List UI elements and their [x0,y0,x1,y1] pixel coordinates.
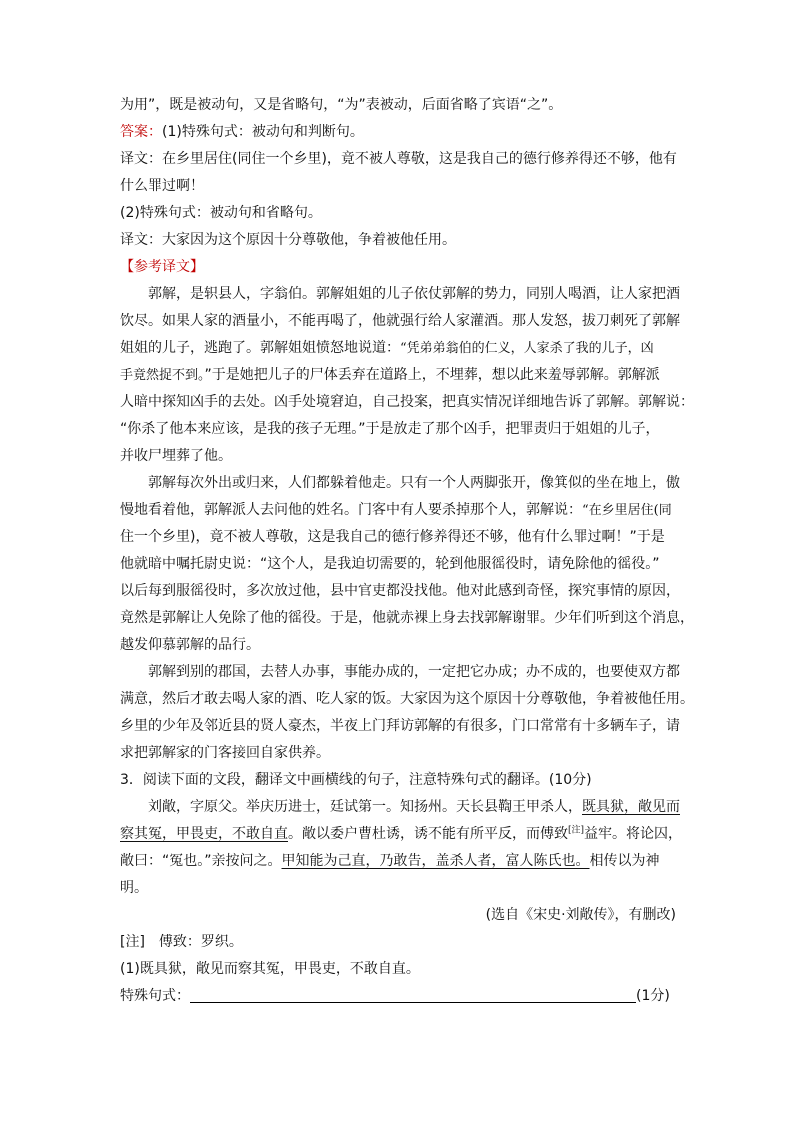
answer-blank-line [120,983,676,1010]
paragraph-line: 郭解，是轵县人，字翁伯。郭解姐姐的儿子依仗郭解的势力，同别人喝酒，让人家把酒 [148,286,680,302]
classical-text-line [120,848,676,875]
paragraph-line [120,497,676,524]
paragraph-line: 郭解每次外出或归来，人们都躲着他走。只有一个人两脚张开，像箕似的坐在地上，傲 [148,475,680,491]
paragraph-line: 并收尸埋葬了他。 [120,448,232,464]
text-span: ”于是她把儿子的尸体丢弃在道路上，不埋葬，想以此来羞辱郭解。郭解派 [204,367,660,383]
text-span: 敞曰：“冤也。”亲按问之。 [120,853,282,869]
classical-text-line [120,821,683,848]
paragraph-line: 满意，然后才敢去喝人家的酒、吃人家的饭。大家因为这个原因十分尊敬他，争着被他任用。 [120,691,694,707]
paragraph-line: 越发仰慕郭解的品行。 [120,637,260,653]
classical-text-line [120,794,680,821]
paragraph-line: 郭解到别的郡国，去替人办事，事能办成的，一定把它办成；办不成的，也要使双方都 [148,664,680,680]
paragraph-line: 人暗中探知凶手的去处。凶手处境窘迫，自己投案，把真实情况详细地告诉了郭解。郭解说： [120,394,694,410]
text-span: 相传以为神 [589,853,660,869]
paragraph-line: 竟然是郭解让人免除了他的徭役。于是，他就赤裸上身去找郭解谢罪。少年们听到这个消息， [120,610,694,626]
text-span: 刘敞，字原父。举庆历进士，廷试第一。知扬州。天长县鞫王甲杀人， [148,799,582,815]
text-span: 益牢。将论囚， [584,826,683,842]
quote-span: “凭弟弟翁伯的仁义，人家杀了我的儿子，凶 [400,341,654,356]
paragraph-line: 他就暗中嘱托尉史说：“这个人，是我迫切需要的，轮到他服徭役时，请免除他的徭役。” [120,556,660,572]
text-line: 什么罪过啊！ [120,178,204,194]
text-span: 姐姐的儿子，逃跑了。郭解姐姐愤怒地说道： [120,340,400,356]
note-marker: [注] [568,825,585,836]
paragraph-line: 以后每到服徭役时，多次放过他，县中官吏都没找他。他对此感到奇怪，探究事情的原因， [120,583,680,599]
quote-span: “在乡里居住(同 [582,503,672,518]
document-page [120,92,694,1010]
text-line: 为用”，既是被动句，又是省略句，“为”表被动，后面省略了宾语“之”。 [120,97,563,113]
classical-text-line: 明。 [120,880,148,896]
paragraph-line [120,362,676,389]
paragraph-line [120,335,676,362]
answer-blank-label: 特殊句式： [120,988,190,1004]
quote-span: 手竟然捉不到。 [120,368,205,383]
section-heading: 【参考译文】 [120,259,204,275]
text-line: 译文：在乡里居住(同住一个乡里)，竟不被人尊敬，这是我自己的德行修养得还不够，他有 [120,151,677,167]
source-citation: (选自《宋史·刘敞传》，有删改) [485,907,676,923]
paragraph-line: “你杀了他本来应该，是我的孩子无理。”于是放走了那个凶手，把罪责归于姐姐的儿子， [120,421,660,437]
paragraph-line: 求把郭解家的门客接回自家供养。 [120,745,330,761]
sub-question: (1)既具狱，敞见而察其冤，甲畏吏，不敢自直。 [120,961,420,977]
text-span: 慢地看着他，郭解派人去问他的姓名。门客中有人要杀掉那个人，郭解说： [120,502,582,518]
question-heading: 3．阅读下面的文段，翻译文中画横线的句子，注意特殊句式的翻译。(10分) [120,772,592,788]
text-line: 译文：大家因为这个原因十分尊敬他，争着被他任用。 [120,232,456,248]
answer-blank[interactable] [190,986,636,1003]
underlined-sentence: 察其冤，甲畏吏，不敢自直 [120,826,288,842]
paragraph-line: 饮尽。如果人家的酒量小，不能再喝了，他就强行给人家灌酒。那人发怒，拔刀刺死了郭解 [120,313,680,329]
answer-text: (1)特殊句式：被动句和判断句。 [162,124,364,140]
underlined-sentence: 甲知能为己直，乃敢告，盖杀人者，富人陈氏也。 [281,853,590,869]
score-label: (1分) [636,988,670,1004]
answer-label: 答案： [120,124,162,140]
answer-line [120,119,676,146]
underlined-sentence: 既具狱，敞见而 [582,799,680,815]
text-span: 。敞以委户曹杜诱，诱不能有所平反，而傅致 [288,826,568,842]
paragraph-line: 住一个乡里)，竟不被人尊敬，这是我自己的德行修养得还不够，他有什么罪过啊！”于是 [120,529,665,545]
footnote: [注] 傅致：罗织。 [120,934,243,950]
text-line: (2)特殊句式：被动句和省略句。 [120,205,322,221]
paragraph-line: 乡里的少年及邻近县的贤人豪杰，半夜上门拜访郭解的有很多，门口常常有十多辆车子，请 [120,718,680,734]
